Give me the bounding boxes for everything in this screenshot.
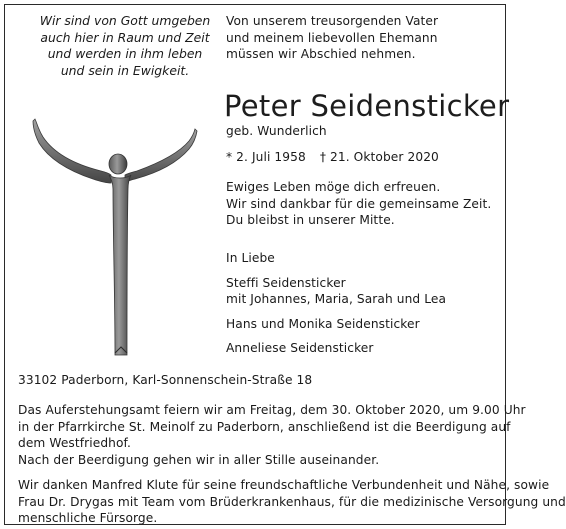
address: 33102 Paderborn, Karl-Sonnenschein-Straße 18 <box>18 373 313 387</box>
mourner: Steffi Seidensticker <box>226 275 346 290</box>
poem-line: Wir sind dankbar für die gemeinsame Zeit. <box>226 196 492 211</box>
verse-line: und sein in Ewigkeit. <box>60 62 190 78</box>
farewell-paragraph: Nach der Beerdigung gehen wir in aller Stille auseinander. <box>18 453 380 467</box>
memorial-poem <box>226 179 491 229</box>
intro-text <box>226 13 496 63</box>
intro-line: Von unserem treusorgenden Vater <box>226 14 439 28</box>
paragraph-line: Frau Dr. Drygas mit Team vom Brüderkrankenhaus, für die medizinische Versorgung und <box>18 494 566 509</box>
verse <box>33 13 217 79</box>
mourner: mit Johannes, Maria, Sarah und Lea <box>226 292 447 307</box>
poem-line: Du bleibst in unserer Mitte. <box>226 213 395 228</box>
paragraph-line: in der Pfarrkirche St. Meinolf zu Paderborn, anschließend ist die Beerdigung auf <box>18 419 511 434</box>
paragraph-line: dem Westfriedhof. <box>18 436 132 451</box>
paragraph-line: Das Auferstehungsamt feiern wir am Freitag, dem 30. Oktober 2020, um 9.00 Uhr <box>18 403 526 417</box>
birth-date: * 2. Juli 1958 <box>226 150 306 164</box>
paragraph-line: Wir danken Manfred Klute für seine freundschaftliche Verbundenheit und Nähe, sowie <box>18 478 550 492</box>
verse-line: Wir sind von Gott umgeben <box>39 13 211 28</box>
thanks-paragraph <box>18 477 566 527</box>
mourner: Hans und Monika Seidensticker <box>226 316 420 331</box>
service-paragraph <box>18 402 526 452</box>
poem-line: Ewiges Leben möge dich erfreuen. <box>226 180 441 194</box>
verse-line: und werden in ihm leben <box>47 46 203 62</box>
intro-line: müssen wir Abschied nehmen. <box>226 47 416 62</box>
mourners-list <box>226 250 446 357</box>
birth-name: geb. Wunderlich <box>226 124 327 138</box>
obituary-notice <box>4 4 566 526</box>
intro-line: und meinem liebevollen Ehemann <box>226 30 438 45</box>
deceased-name: Peter Seidensticker <box>224 89 510 123</box>
mourner: Anneliese Seidensticker <box>226 341 374 356</box>
life-dates <box>226 149 439 166</box>
paragraph-line: menschliche Fürsorge. <box>18 511 158 526</box>
death-date: † 21. Oktober 2020 <box>319 150 439 164</box>
cross-figure-icon <box>31 117 213 361</box>
greeting: In Liebe <box>226 251 275 265</box>
verse-line: auch hier in Raum und Zeit <box>40 29 210 45</box>
